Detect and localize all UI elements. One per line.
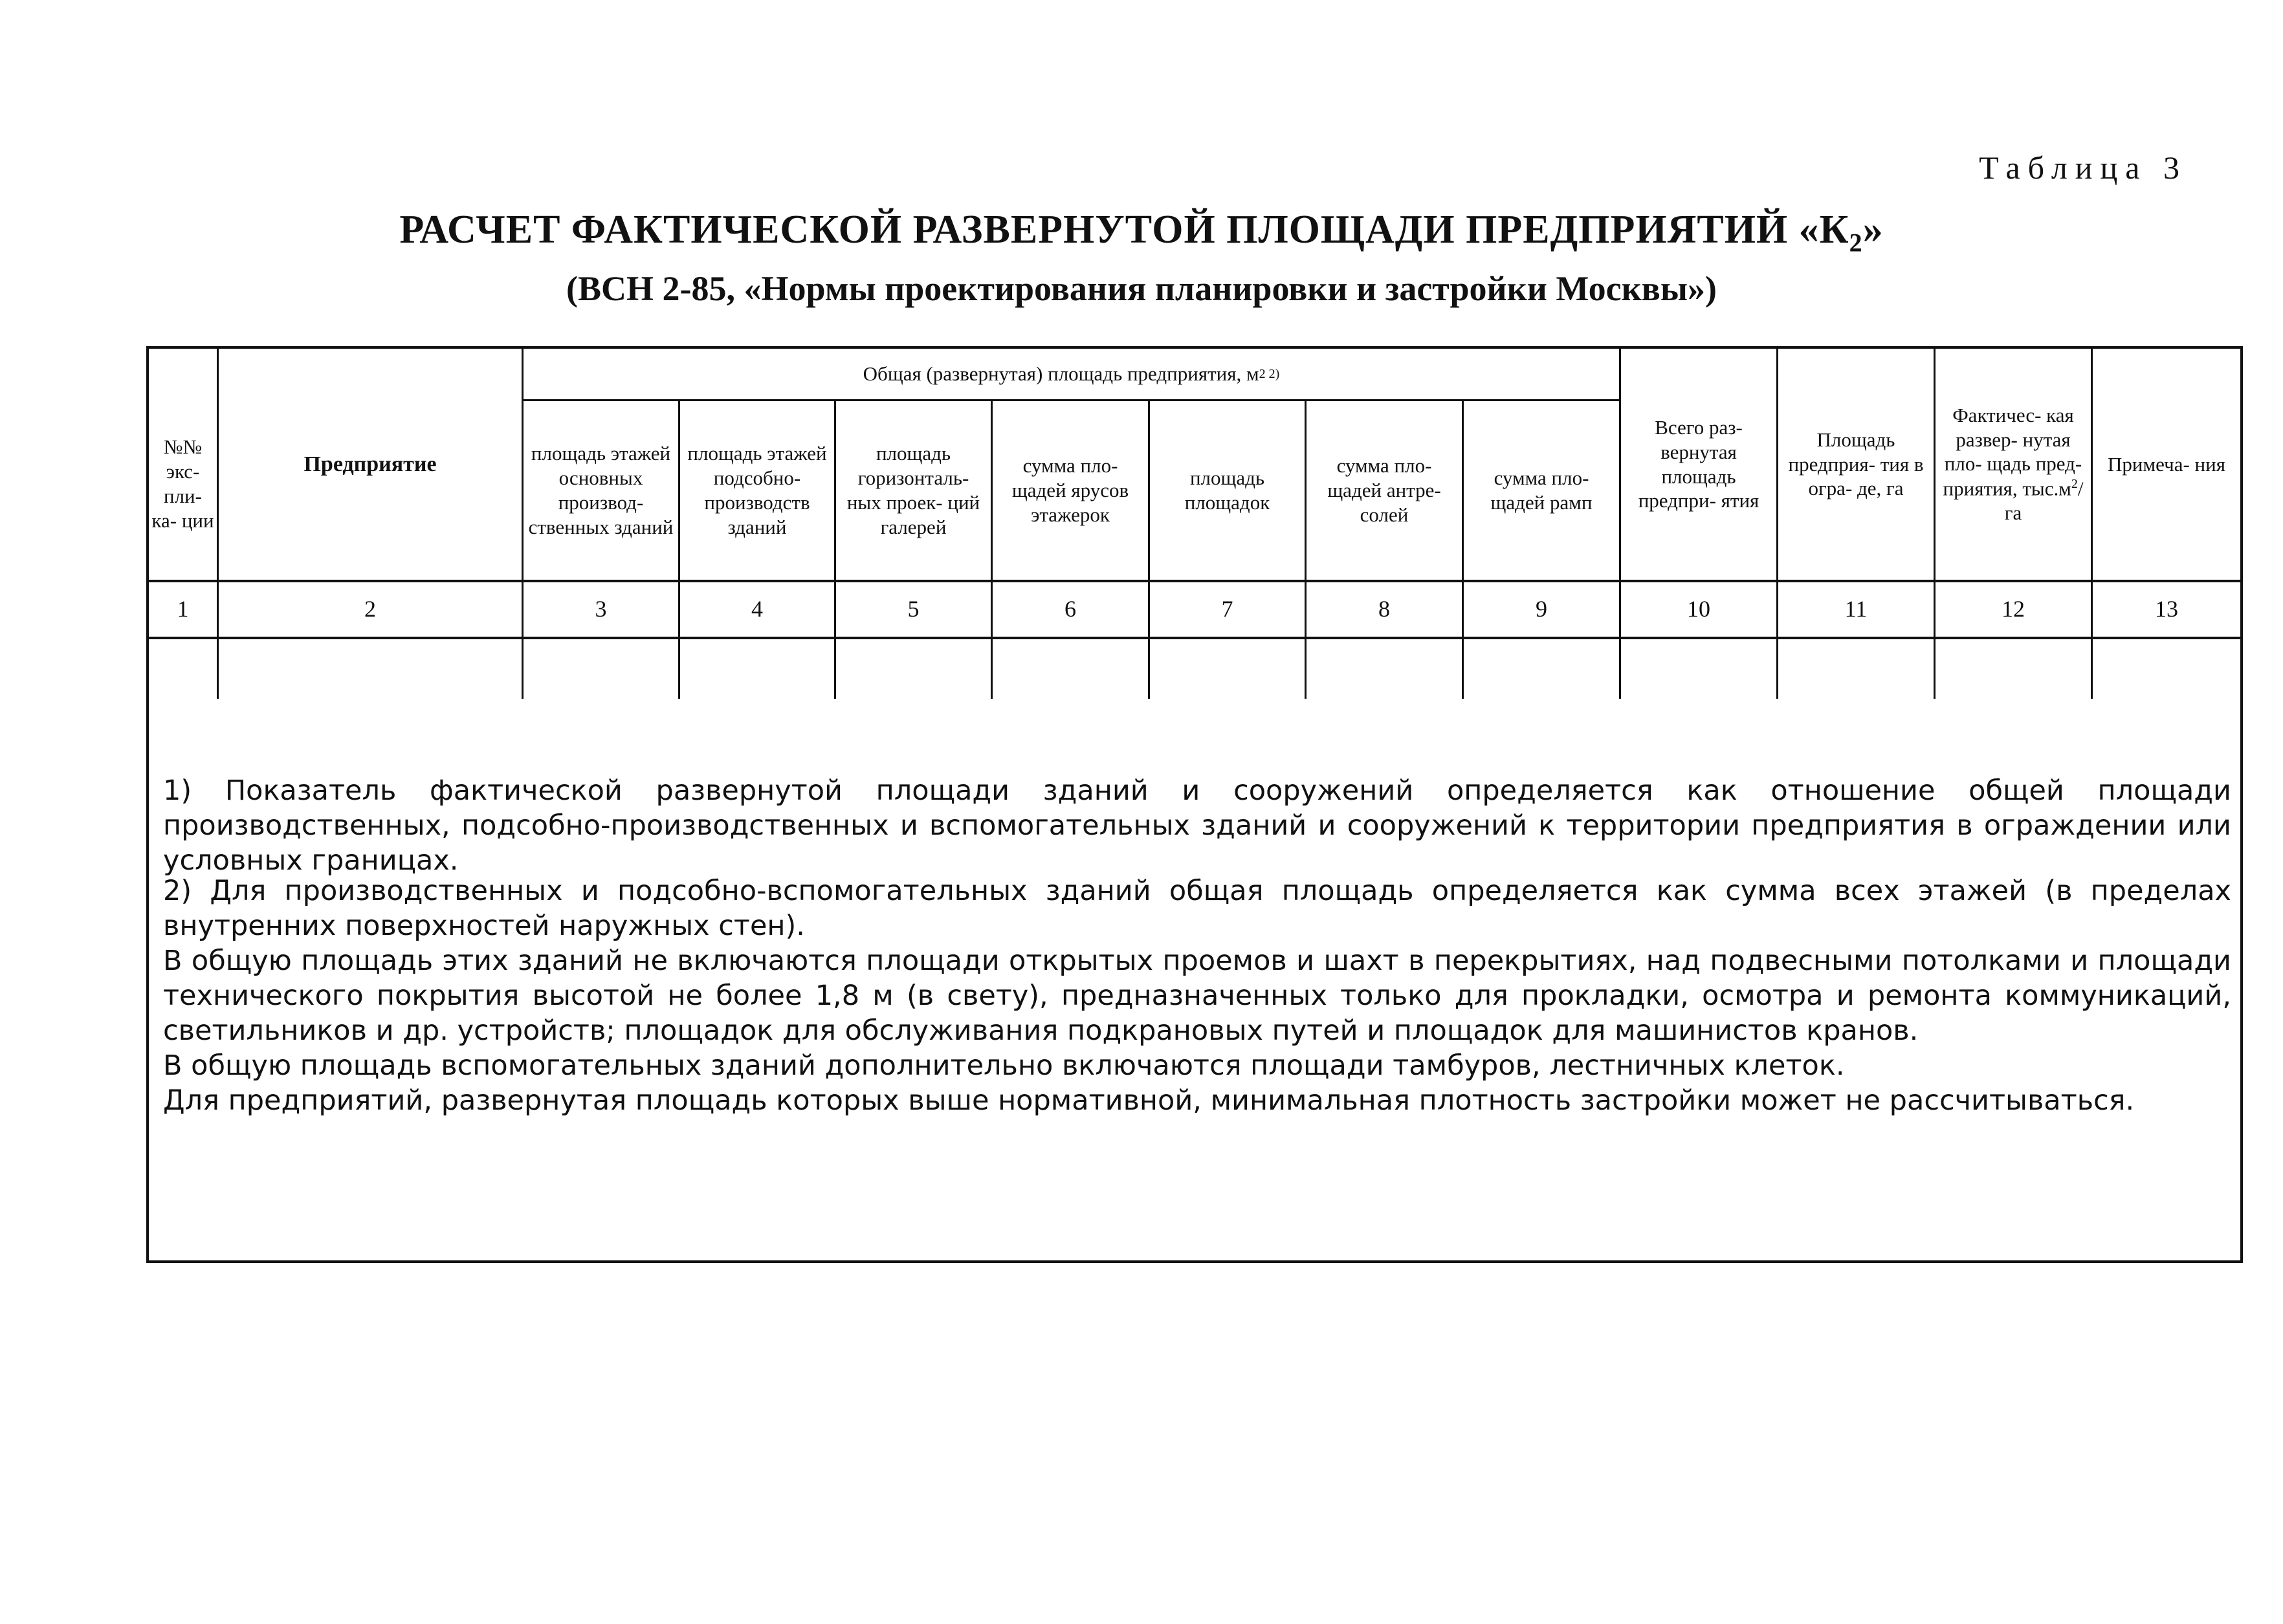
footnote-1: 1) Показатель фактической развернутой площади зданий и сооружений определяется как отношение общей площади производственных, подсобно-производственных и вспомогательных зданий и сооружений к территории предприятия в ограждении или условных границах. bbox=[163, 774, 2231, 877]
header-col-8: сумма пло- щадей антре- солей bbox=[1327, 454, 1441, 526]
header-actual-area-main: Фактичес- кая развер- нутая пло- щадь пред- приятия, тыс.м bbox=[1943, 403, 2082, 500]
col-number-8: 8 bbox=[1378, 596, 1390, 622]
col-number-6: 6 bbox=[1064, 596, 1076, 622]
col-number-4: 4 bbox=[751, 596, 763, 622]
header-enterprise: Предприятие bbox=[303, 452, 437, 476]
header-col-7: площадь площадок bbox=[1184, 466, 1270, 514]
header-actual-area bbox=[1936, 349, 2091, 580]
footnotes-2 bbox=[163, 873, 2231, 1118]
group-header-text: Общая (развернутая) площадь предприятия, м bbox=[863, 362, 1259, 386]
header-col-6: сумма пло- щадей ярусов этажерок bbox=[1011, 454, 1129, 526]
header-actual-area-end: /га bbox=[2004, 477, 2084, 525]
col-number-12: 12 bbox=[2002, 596, 2025, 622]
col-number-5: 5 bbox=[907, 596, 920, 622]
header-actual-area-sup: 2 bbox=[2071, 477, 2078, 492]
col-number-11: 11 bbox=[1844, 596, 1868, 622]
col-number-10: 10 bbox=[1687, 596, 1710, 622]
document-subtitle: (ВСН 2-85, «Нормы проектирования планировки и застройки Москвы») bbox=[566, 269, 1717, 308]
footnote-2: 2) Для производственных и подсобно-вспомогательных зданий общая площадь определяется как сумма всех этажей (в пределах внутренних поверхностей наружных стен). bbox=[163, 875, 2231, 942]
header-col-5: площадь горизонталь- ных проек- ций галерей bbox=[846, 442, 980, 538]
table-label: Таблица 3 bbox=[1979, 149, 2187, 186]
header-col-4: площадь этажей подсобно- производств зданий bbox=[687, 442, 827, 538]
title-text: РАСЧЕТ ФАКТИЧЕСКОЙ РАЗВЕРНУТОЙ ПЛОЩАДИ ПРЕДПРИЯТИЙ «К bbox=[399, 208, 1849, 252]
header-area-fence: Площадь предприя- тия в огра- де, га bbox=[1788, 428, 1924, 500]
rule-numbers-bottom bbox=[146, 637, 2243, 639]
footnotes bbox=[163, 773, 2231, 878]
title-end: » bbox=[1862, 208, 1884, 252]
header-actual-area-text bbox=[1938, 403, 2088, 525]
col-number-3: 3 bbox=[595, 596, 607, 622]
document-title bbox=[0, 207, 2283, 258]
col-number-9: 9 bbox=[1536, 596, 1547, 622]
col-number-1: 1 bbox=[177, 596, 189, 622]
footnote-2-para-2: В общую площадь вспомогательных зданий дополнительно включаются площади тамбуров, лестничных клеток. bbox=[163, 1049, 1845, 1082]
header-col-3: площадь этажей основных производ- ственных зданий bbox=[528, 442, 674, 538]
header-total: Всего раз- вернутая площадь предпри- ятия bbox=[1638, 415, 1759, 512]
header-col-9: сумма пло- щадей рамп bbox=[1490, 466, 1593, 514]
col-number-13: 13 bbox=[2155, 596, 2178, 622]
footnote-2-para-1: В общую площадь этих зданий не включаются площади открытых проемов и шахт в перекрытиях, над подвесными потолками и площади технического покрытия высотой не более 1,8 м (в свету), предназначенных только для прокладки, осмотра и ремонта коммуникаций, светильников и др. устройств; площадок для обслуживания подкрановых путей и площадок для машинистов кранов. bbox=[163, 945, 2231, 1047]
footnote-2-para-3: Для предприятий, развернутая площадь которых выше нормативной, минимальная плотность застройки может не рассчитываться. bbox=[163, 1084, 2135, 1117]
group-header-sup: 2 2) bbox=[1259, 366, 1280, 381]
header-no: №№ экс- пли- ка- ции bbox=[151, 435, 214, 532]
header-group-total-area bbox=[524, 349, 1619, 399]
header-note: Примеча- ния bbox=[2108, 452, 2225, 476]
col-number-7: 7 bbox=[1221, 596, 1233, 622]
title-subscript: 2 bbox=[1849, 228, 1863, 258]
col-number-2: 2 bbox=[364, 596, 376, 622]
